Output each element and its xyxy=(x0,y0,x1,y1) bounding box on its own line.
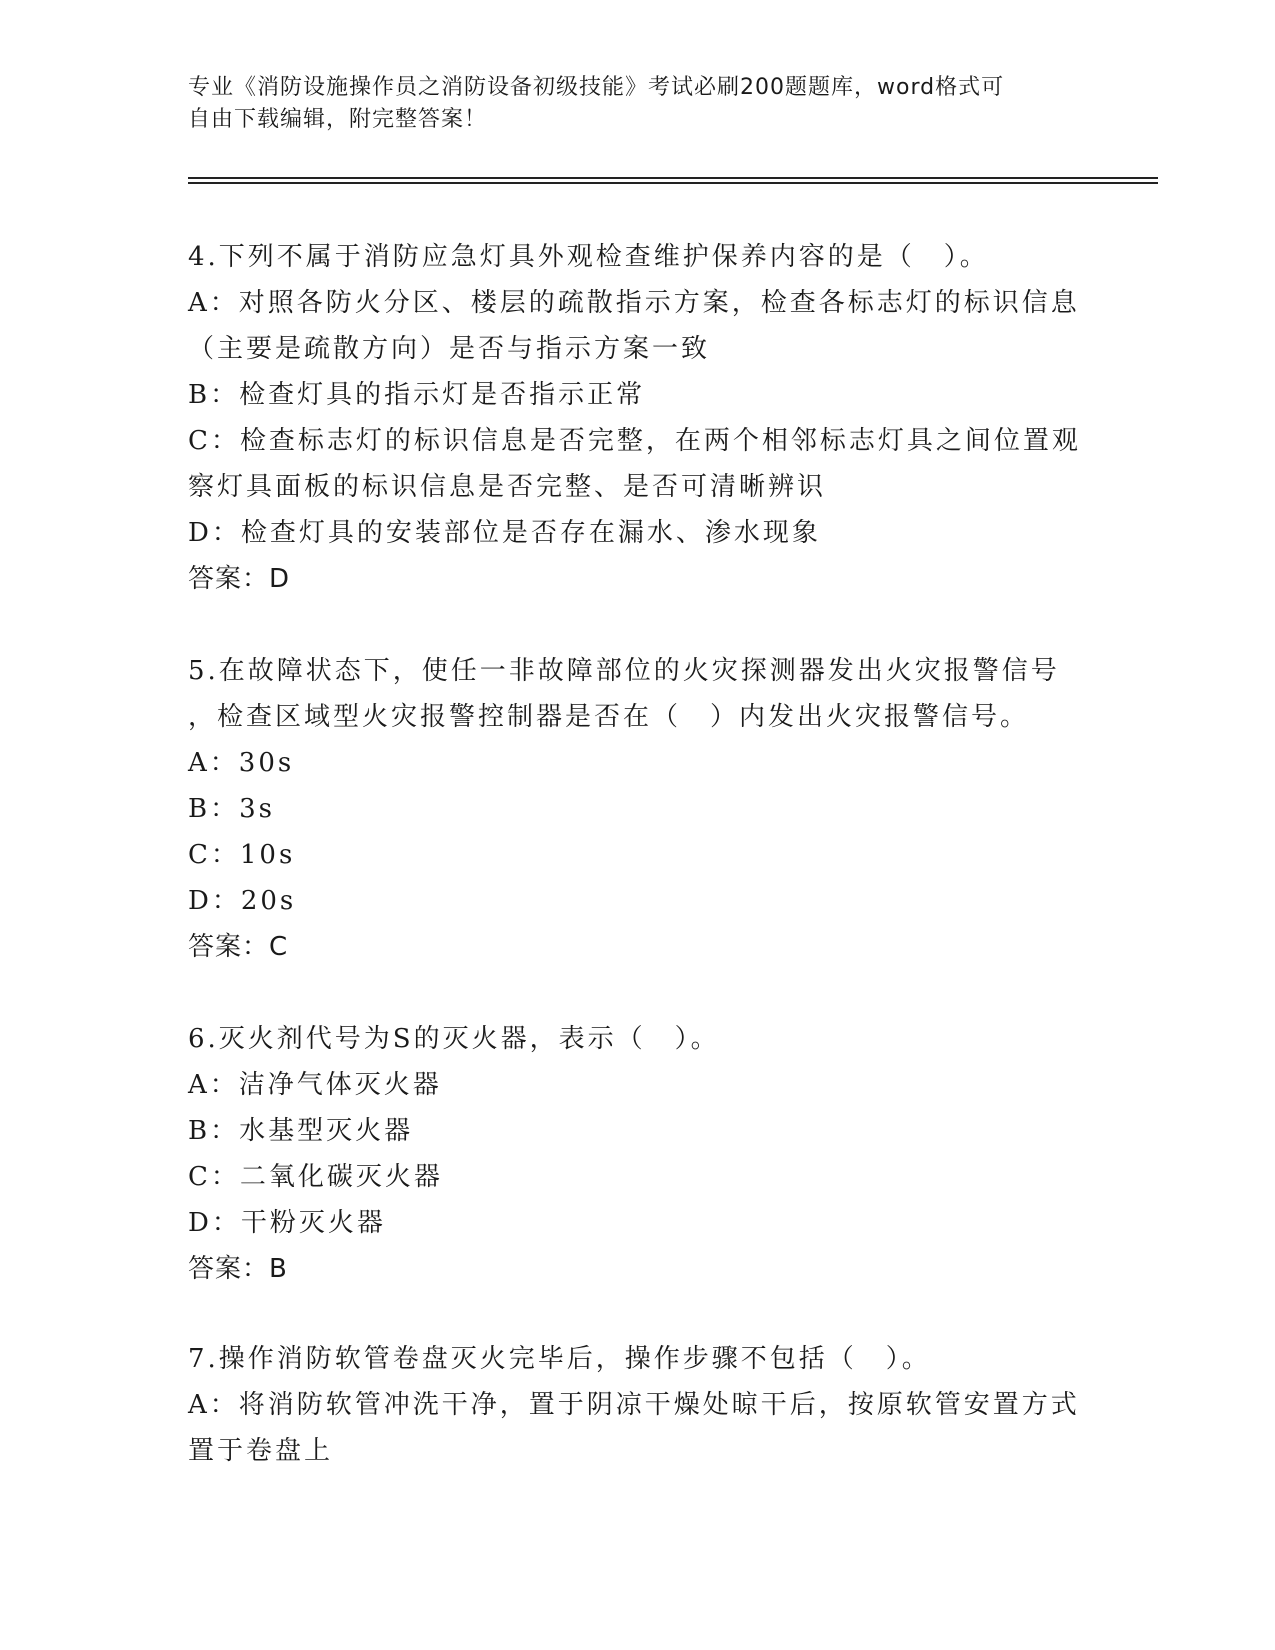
document-header xyxy=(188,72,1068,136)
question-4-stem: 4.下列不属于消防应急灯具外观检查维护保养内容的是（ ）。 xyxy=(188,242,989,272)
question-5 xyxy=(188,648,1088,970)
question-4-option-c-cont: 察灯具面板的标识信息是否完整、是否可清晰辨识 xyxy=(188,472,827,502)
question-5-stem-cont: ，检查区域型火灾报警控制器是否在（ ）内发出火灾报警信号。 xyxy=(188,702,1030,732)
question-7-option-a-cont: 置于卷盘上 xyxy=(188,1436,334,1466)
question-4-option-b: B：检查灯具的指示灯是否指示正常 xyxy=(188,380,646,410)
header-divider-top xyxy=(188,177,1158,179)
question-4-option-d: D：检查灯具的安装部位是否存在漏水、渗水现象 xyxy=(188,518,821,548)
question-4-option-a-cont: （主要是疏散方向）是否与指示方案一致 xyxy=(188,334,711,364)
question-5-option-b: B：3s xyxy=(188,794,275,824)
question-4-answer: 答案：D xyxy=(188,564,291,594)
question-5-stem: 5.在故障状态下，使任一非故障部位的火灾探测器发出火灾报警信号 xyxy=(188,656,1060,686)
question-4-option-c: C：检查标志灯的标识信息是否完整，在两个相邻标志灯具之间位置观 xyxy=(188,426,1081,456)
question-4 xyxy=(188,234,1088,602)
question-6-option-b: B：水基型灭火器 xyxy=(188,1116,414,1146)
question-5-option-d: D：20s xyxy=(188,886,297,916)
header-line-1: 专业《消防设施操作员之消防设备初级技能》考试必刷200题题库，word格式可 xyxy=(188,75,1005,100)
question-7-option-a: A：将消防软管冲洗干净，置于阴凉干燥处晾干后，按原软管安置方式 xyxy=(188,1390,1080,1420)
question-7-stem: 7.操作消防软管卷盘灭火完毕后，操作步骤不包括（ ）。 xyxy=(188,1344,931,1374)
header-line-2: 自由下载编辑，附完整答案！ xyxy=(188,107,488,132)
question-6-stem: 6.灭火剂代号为S的灭火器，表示（ ）。 xyxy=(188,1024,720,1054)
question-5-option-a: A：30s xyxy=(188,748,295,778)
question-6 xyxy=(188,1016,1088,1292)
question-6-option-d: D：干粉灭火器 xyxy=(188,1208,386,1238)
question-6-option-a: A：洁净气体灭火器 xyxy=(188,1070,442,1100)
question-6-answer: 答案：B xyxy=(188,1254,288,1284)
question-7 xyxy=(188,1336,1088,1474)
question-6-option-c: C：二氧化碳灭火器 xyxy=(188,1162,443,1192)
question-5-answer: 答案：C xyxy=(188,932,289,962)
question-4-option-a: A：对照各防火分区、楼层的疏散指示方案，检查各标志灯的标识信息 xyxy=(188,288,1080,318)
question-5-option-c: C：10s xyxy=(188,840,296,870)
header-divider-bottom xyxy=(188,182,1158,184)
